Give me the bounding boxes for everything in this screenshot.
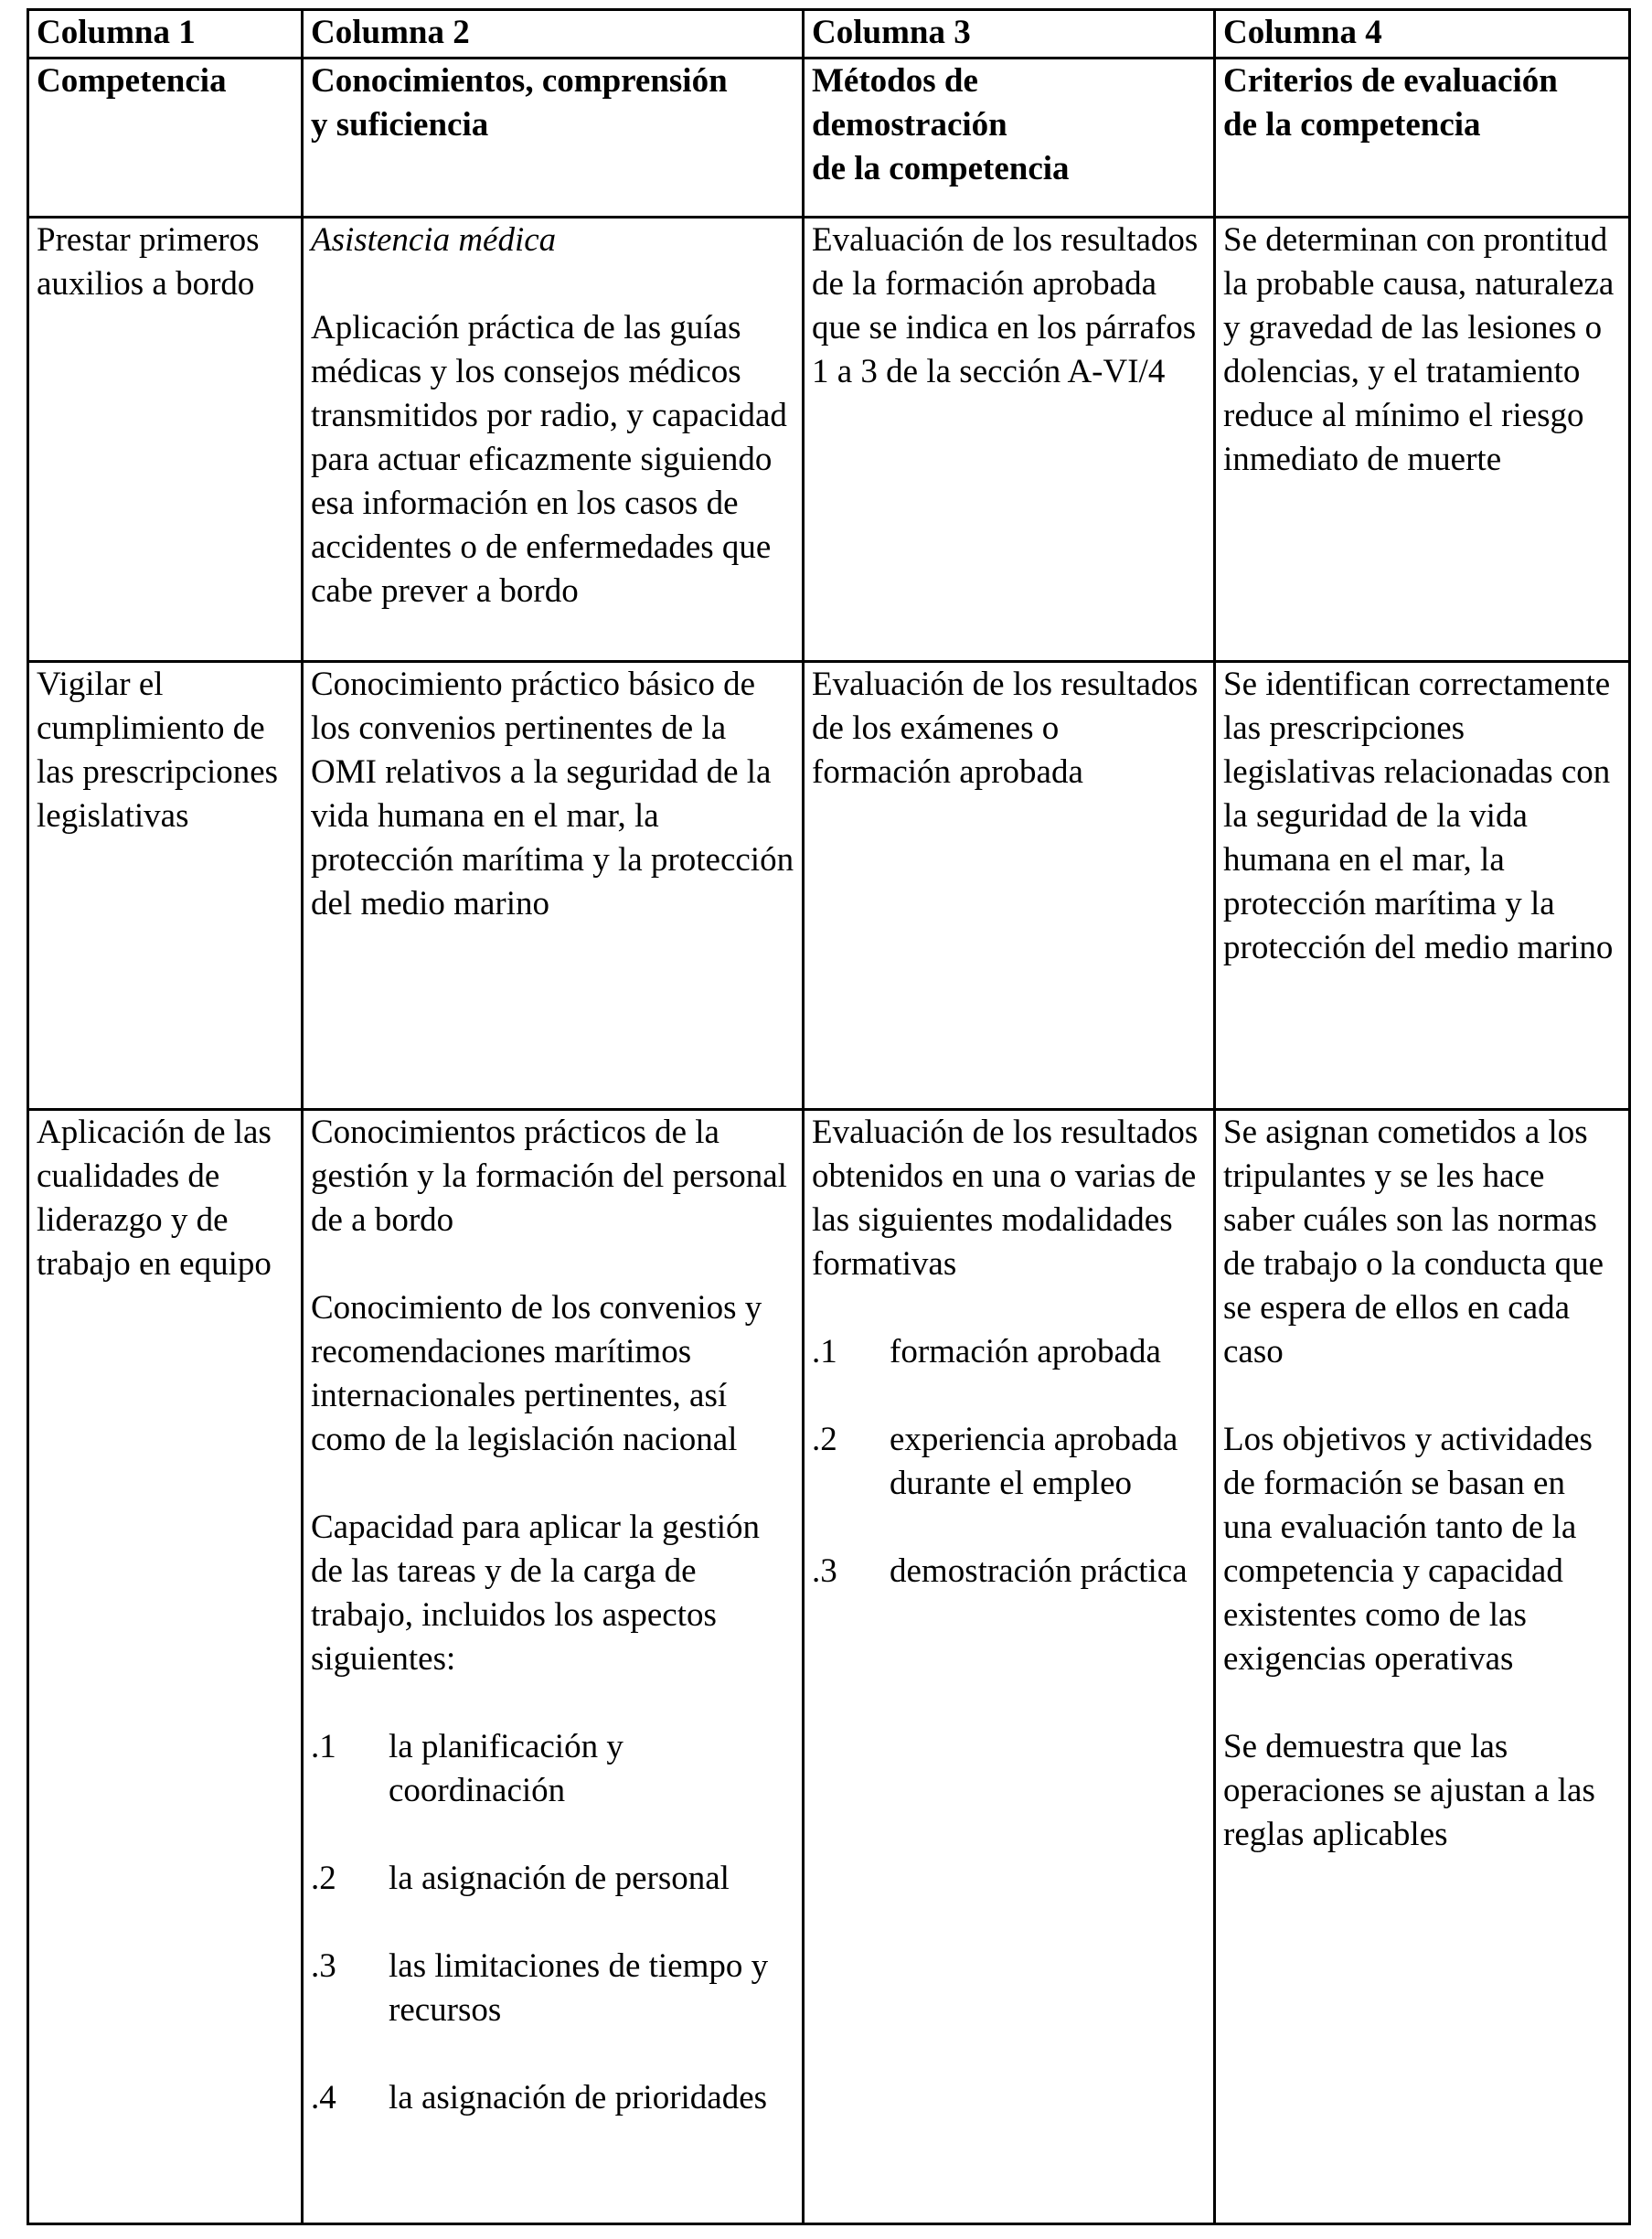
cell-conocimientos (303, 217, 804, 661)
criterios-paragraph: Los objetivos y actividades de formación se basan en una evaluación tanto de la competencia y capacidad existentes como de las exigencias operativas (1223, 1421, 1593, 1679)
criterios-paragraph: Se determinan con prontitud la probable causa, naturaleza y gravedad de las lesiones o dolencias, y el tratamiento reduce al mínimo el riesgo inmediato de muerte (1223, 220, 1615, 478)
list-item (812, 1330, 1206, 1374)
criterios-paragraph: Se demuestra que las operaciones se ajustan a las reglas aplicables (1223, 1728, 1595, 1854)
header-conocimientos-line-2: y suficiencia (311, 106, 489, 144)
cell-conocimientos (303, 662, 804, 1110)
list-item-text: experiencia aprobada durante el empleo (890, 1421, 1178, 1503)
header-row (28, 59, 1630, 218)
list-item (812, 1418, 1206, 1506)
column-number-2: Columna 2 (303, 10, 804, 59)
cell-competencia (28, 662, 303, 1110)
column-number-4: Columna 4 (1215, 10, 1630, 59)
header-competencia (28, 59, 303, 218)
criterios-paragraph: Se identifican correctamente las prescripciones legislativas relacionadas con la seguridad de la vida humana en el mar, la protección marítima y la protección del medio marino (1223, 666, 1614, 967)
cell-criterios (1215, 662, 1630, 1110)
list-item-number: .4 (311, 2079, 336, 2117)
header-conocimientos-line-1: Conocimientos, comprensión (311, 62, 728, 101)
metodos-text: Evaluación de los resultados de la formación aprobada que se indica en los párrafos 1 a 3 de la sección A-VI/4 (812, 220, 1199, 390)
cell-criterios (1215, 217, 1630, 661)
list-item (311, 1945, 794, 2032)
table-row (28, 217, 1630, 661)
list-item (311, 1725, 794, 1813)
conocimientos-paragraph: Conocimientos prácticos de la gestión y la formación del personal de a bordo (311, 1114, 787, 1240)
conocimientos-paragraph: Conocimiento práctico básico de los convenios pertinentes de la OMI relativos a la seguridad de la vida humana en el mar, la protección marítima y la protección del medio marino (311, 666, 794, 923)
cell-conocimientos (303, 1110, 804, 2224)
header-criterios-line-2: de la competencia (1223, 106, 1481, 144)
header-competencia-text: Competencia (37, 62, 227, 101)
list-item-text: la planificación y coordinación (389, 1728, 623, 1810)
list-item-text: la asignación de personal (389, 1860, 730, 1898)
conocimientos-paragraph: Aplicación práctica de las guías médicas y los consejos médicos transmitidos por radio, y capacidad para actuar eficazmente siguiendo esa información en los casos de accidentes o de enfermedades que cabe prever a bordo (311, 308, 787, 610)
list-item-text: la asignación de prioridades (389, 2079, 768, 2117)
header-conocimientos (303, 59, 804, 218)
cell-competencia (28, 217, 303, 661)
column-number-1: Columna 1 (28, 10, 303, 59)
header-metodos (804, 59, 1215, 218)
cell-competencia (28, 1110, 303, 2224)
metodos-text: Evaluación de los resultados obtenidos en una o varias de las siguientes modalidades formativas (812, 1114, 1199, 1284)
header-metodos-line-3: de la competencia (812, 150, 1070, 188)
table-row (28, 1110, 1630, 2224)
criterios-paragraph: Se asignan cometidos a los tripulantes y se les hace saber cuáles son las normas de trabajo o la conducta que se espera de ellos en cada caso (1223, 1114, 1604, 1371)
list-item (311, 1857, 794, 1901)
competencia-text: Prestar primeros auxilios a bordo (37, 220, 260, 303)
header-metodos-line-2: demostración (812, 106, 1007, 144)
list-item-text: formación aprobada (890, 1333, 1161, 1371)
header-criterios-line-1: Criterios de evaluación (1223, 62, 1558, 101)
conocimientos-paragraph: Conocimiento de los convenios y recomendaciones marítimos internacionales pertinentes, así como de la legislación nacional (311, 1289, 762, 1459)
competencia-text: Aplicación de las cualidades de liderazgo y de trabajo en equipo (37, 1114, 272, 1284)
cell-criterios (1215, 1110, 1630, 2224)
header-criterios (1215, 59, 1630, 218)
list-item-number: .2 (311, 1860, 336, 1898)
competencia-text: Vigilar el cumplimiento de las prescripciones legislativas (37, 666, 279, 836)
list-item-number: .2 (812, 1421, 837, 1459)
list-item (311, 2076, 794, 2120)
cell-metodos (804, 217, 1215, 661)
list-item-number: .1 (812, 1333, 837, 1371)
header-metodos-line-1: Métodos de (812, 62, 978, 101)
cell-metodos (804, 1110, 1215, 2224)
table-row (28, 662, 1630, 1110)
column-number-row (28, 10, 1630, 59)
list-item-text: demostración práctica (890, 1552, 1188, 1591)
list-item-number: .3 (311, 1947, 336, 1986)
metodos-text: Evaluación de los resultados de los exámenes o formación aprobada (812, 666, 1199, 792)
list-item-text: las limitaciones de tiempo y recursos (389, 1947, 769, 2030)
competence-table (27, 8, 1631, 2225)
list-item (812, 1550, 1206, 1594)
column-number-3: Columna 3 (804, 10, 1215, 59)
conocimientos-paragraph: Capacidad para aplicar la gestión de las tareas y de la carga de trabajo, incluidos los aspectos siguientes: (311, 1509, 761, 1679)
list-item-number: .1 (311, 1728, 336, 1766)
conocimientos-subtitle: Asistencia médica (311, 220, 557, 259)
cell-metodos (804, 662, 1215, 1110)
list-item-number: .3 (812, 1552, 837, 1591)
